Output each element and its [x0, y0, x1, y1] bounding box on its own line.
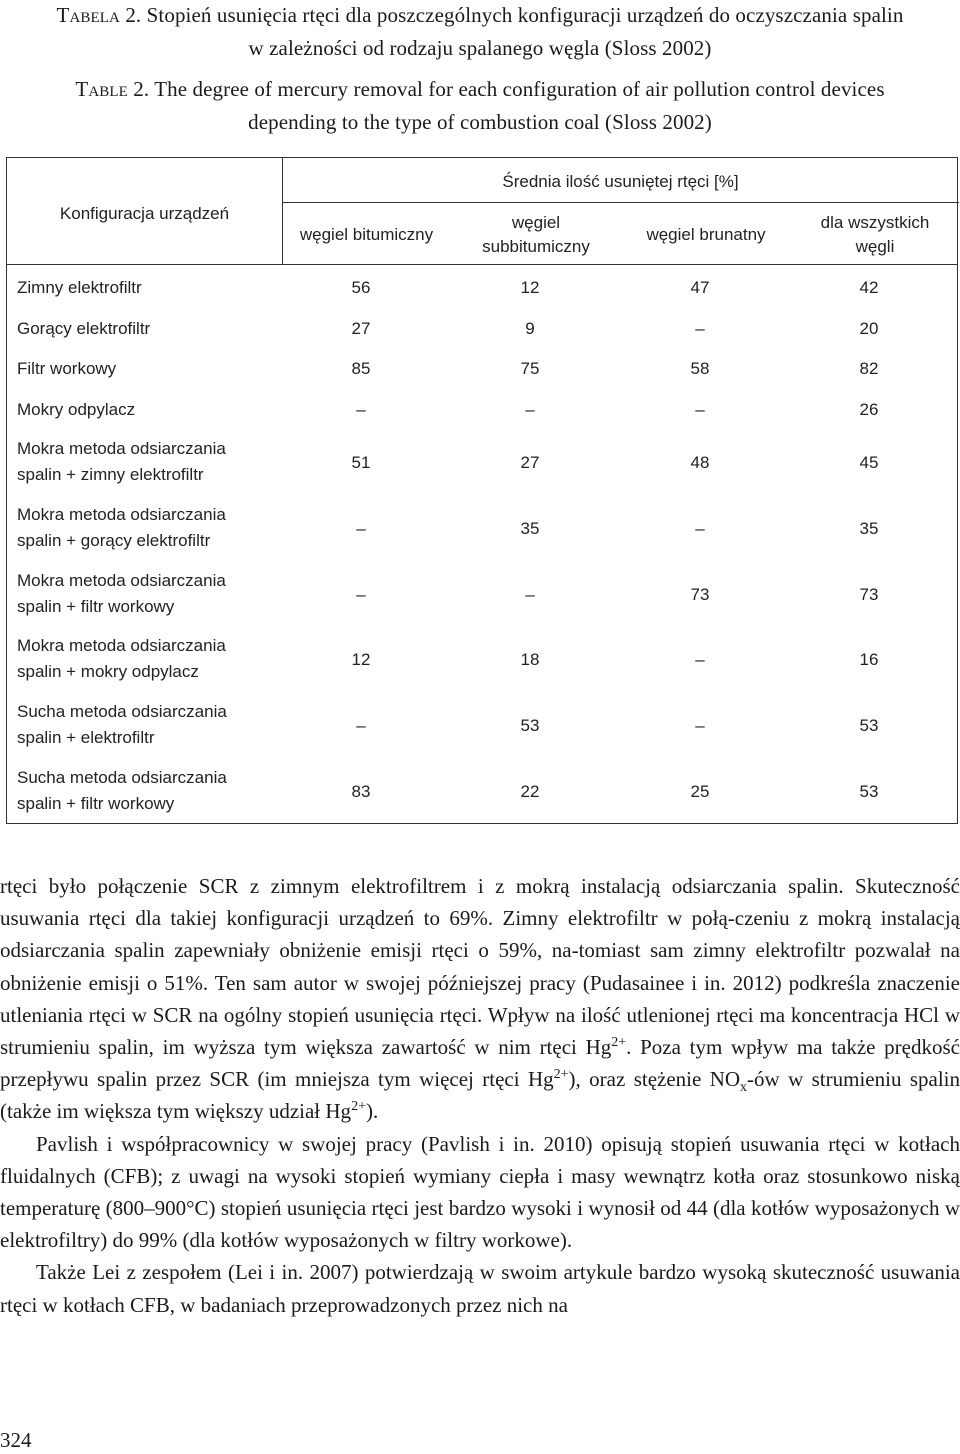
mercury-removal-table — [6, 157, 958, 824]
cell-value: 58 — [690, 359, 710, 378]
table-row — [7, 759, 957, 825]
cell-value: – — [695, 399, 705, 419]
superscript-charge: 2+ — [611, 1035, 627, 1051]
cell-value: 35 — [520, 518, 540, 538]
row-label-line: Gorący elektrofiltr — [17, 318, 151, 338]
cell-value: 48 — [690, 453, 710, 472]
cell-value: 82 — [859, 359, 879, 378]
cell-value: 51 — [351, 453, 371, 472]
row-label — [17, 356, 116, 382]
cell-value: 47 — [690, 278, 710, 297]
cell-value: 42 — [859, 278, 879, 297]
row-label — [17, 436, 226, 488]
caption-label-initial: T — [75, 77, 89, 101]
caption-text-line1: Stopień usunięcia rtęci dla poszczególnych konfiguracji urządzeń do oczyszczania spalin — [146, 3, 904, 27]
header-col-subbituminous — [451, 211, 621, 259]
row-label-line: spalin + zimny elektrofiltr — [17, 465, 204, 484]
cell-value: – — [356, 584, 366, 604]
row-label-line: Mokra metoda odsiarczania — [17, 636, 226, 656]
cell-value: 26 — [859, 399, 879, 419]
header-average-removal: Średnia ilość usuniętej rtęci [%] — [502, 172, 739, 191]
cell-value: – — [695, 716, 705, 736]
cell-value: 27 — [520, 453, 540, 472]
cell-value: – — [356, 518, 366, 538]
cell-value: 25 — [690, 782, 710, 801]
page-number: 324 — [0, 1428, 32, 1452]
caption-number: 2. — [133, 77, 150, 101]
cell-value: 56 — [351, 278, 371, 297]
row-label-line: spalin + filtr workowy — [17, 794, 175, 813]
header-col-line: węgiel bitumiczny — [299, 225, 434, 244]
caption-text-line2: depending to the type of combustion coal (Sloss 2002) — [248, 110, 712, 134]
paragraph-1-part-e: ). — [365, 1099, 379, 1124]
cell-value: – — [356, 716, 366, 736]
cell-value: – — [525, 399, 535, 419]
caption-line — [0, 0, 960, 33]
superscript-charge: 2+ — [553, 1067, 569, 1083]
cell-value: – — [525, 584, 535, 604]
cell-value: 85 — [351, 359, 371, 378]
row-label-line: Mokra metoda odsiarczania — [17, 439, 226, 458]
cell-value: 9 — [525, 318, 535, 338]
table-caption-english — [0, 74, 960, 137]
row-label-line: spalin + filtr workowy — [17, 596, 175, 616]
table-row — [7, 430, 957, 496]
table-caption-polish — [0, 0, 960, 63]
table-row — [7, 562, 957, 628]
row-label-line: spalin + mokry odpylacz — [17, 662, 199, 682]
cell-value: 73 — [859, 584, 879, 604]
cell-value: 53 — [859, 782, 879, 801]
paragraph-1-part-a: rtęci było połączenie SCR z zimnym elektrofiltrem i z mokrą instalacją odsiarczania spalin. Skuteczność usuwania rtęci dla takiej konfiguracji urządzeń to 69%. Zimny elektrofiltr w połą-czeniu z mokrą instalacją odsiarczania spalin zapewniały obniżenie emisji rtęci o 59%, na-tomiast sam zimny elektrofiltr pozwalał na obniżenie emisji o 51%. Ten sam autor w swojej późniejszej pracy (Pudasainee i in. 2012) podkreśla znaczenie utleniania rtęci w SCR na ogólny stopień usunięcia rtęci. Wpływ na ilość utlenionej rtęci ma koncentracja HCl w strumieniu spalin, im wyższa tym większa zawartość w nim rtęci Hg — [0, 874, 960, 1060]
row-label — [17, 699, 227, 751]
row-label-line: spalin + gorący elektrofiltr — [17, 530, 211, 550]
cell-value: – — [695, 518, 705, 538]
row-label — [17, 316, 150, 342]
header-bottom-rule — [7, 264, 957, 265]
header-col-line: dla wszystkich — [820, 213, 930, 232]
cell-value: 73 — [690, 584, 710, 604]
cell-value: 53 — [520, 716, 540, 736]
row-label-line: Sucha metoda odsiarczania — [17, 702, 227, 722]
caption-label-smallcaps: ABLE — [88, 84, 128, 100]
cell-value: 45 — [859, 453, 879, 472]
row-label-line: Mokry odpylacz — [17, 399, 136, 419]
row-label-line: Zimny elektrofiltr — [17, 278, 142, 297]
caption-label-smallcaps: ABELA — [69, 10, 120, 26]
header-col-line: węgiel brunatny — [646, 225, 766, 244]
cell-value: 12 — [351, 650, 371, 670]
table-row — [7, 693, 957, 759]
caption-number: 2. — [125, 3, 142, 27]
table-row — [7, 309, 957, 350]
body-text — [0, 870, 960, 1321]
paragraph-2: Pavlish i współpracownicy w swojej pracy (Pavlish i in. 2010) opisują stopień usuwania rtęci w kotłach fluidalnych (CFB); z uwagi na wysoki stopień wymiany ciepła i masy wewnątrz kotła oraz stosunkowo niską temperaturę (800–900°C) stopień usunięcia rtęci jest bardzo wysoki i wynosił od 44 (dla kotłów wyposażonych w elektrofiltry) do 99% (dla kotłów wyposażonych w filtry workowe). — [0, 1131, 960, 1253]
header-col-lignite — [621, 223, 791, 247]
row-label-line: Mokra metoda odsiarczania — [17, 570, 226, 590]
subscript-x: x — [740, 1080, 748, 1096]
header-col-line: węgli — [855, 237, 895, 256]
row-label — [17, 275, 142, 301]
caption-text-line1: The degree of mercury removal for each configuration of air pollution control devices — [154, 77, 885, 101]
row-label — [17, 397, 135, 423]
cell-value: 53 — [859, 716, 879, 736]
paragraph-1-part-b: . Poza tym wpływ ma także prędkość przepływu spalin przez SCR (im mniejsza tym więcej rtęci Hg — [0, 1035, 960, 1092]
table-row — [7, 496, 957, 562]
row-label — [17, 568, 226, 620]
table-row — [7, 390, 957, 431]
caption-label-initial: T — [56, 3, 70, 27]
paragraph-1-part-d: -ów w strumieniu spalin (także im większa tym większy udział Hg — [0, 1067, 960, 1124]
cell-value: 16 — [859, 650, 879, 670]
table-row — [7, 268, 957, 309]
header-group-divider — [282, 202, 959, 203]
cell-value: 22 — [520, 782, 540, 801]
header-col-line: węgiel — [511, 213, 561, 232]
table-row — [7, 627, 957, 693]
header-col-line: subbitumiczny — [482, 237, 590, 256]
cell-value: 83 — [351, 782, 371, 801]
caption-line — [0, 74, 960, 107]
cell-value: 18 — [520, 650, 540, 670]
row-label-line: spalin + elektrofiltr — [17, 728, 155, 748]
cell-value: 75 — [520, 359, 540, 378]
row-label — [17, 633, 226, 685]
cell-value: 20 — [859, 318, 879, 338]
row-label-line: Filtr workowy — [17, 359, 117, 378]
cell-value: 35 — [859, 518, 879, 538]
row-label-line: Sucha metoda odsiarczania — [17, 768, 227, 787]
header-configuration: Konfiguracja urządzeń — [59, 204, 230, 223]
paragraph-3: Także Lei z zespołem (Lei i in. 2007) potwierdzają w swoim artykule bardzo wysoką skuteczność usuwania rtęci w kotłach CFB, w badaniach przeprowadzonych przez nich na — [0, 1260, 960, 1317]
superscript-charge: 2+ — [351, 1099, 366, 1115]
cell-value: 12 — [520, 278, 540, 297]
cell-value: – — [356, 399, 366, 419]
caption-text-line2: w zależności od rodzaju spalanego węgla (Sloss 2002) — [248, 36, 712, 60]
header-col-bituminous — [282, 223, 451, 247]
cell-value: – — [695, 650, 705, 670]
row-label — [17, 502, 226, 554]
paragraph-1-part-c: ), oraz stężenie NO — [568, 1067, 741, 1092]
header-col-all-coals — [791, 211, 959, 259]
cell-value: 27 — [351, 318, 371, 338]
row-label — [17, 765, 227, 817]
paragraph-1 — [0, 870, 960, 1128]
cell-value: – — [695, 318, 705, 338]
row-label-line: Mokra metoda odsiarczania — [17, 504, 226, 524]
table-row — [7, 349, 957, 390]
